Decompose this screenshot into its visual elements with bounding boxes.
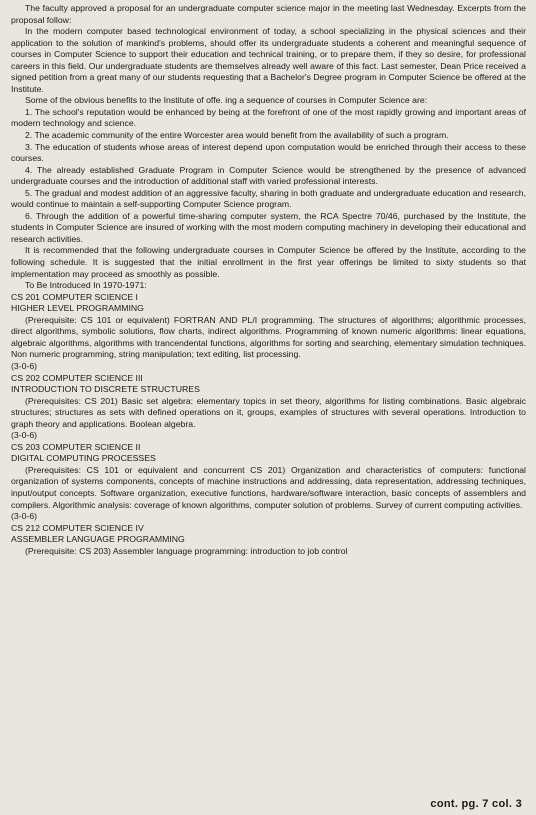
paragraph: (Prerequisites: CS 101 or equivalent and concurrent CS 201) Organization and characteristics of computers: functional organization of systems components, concepts of machine instructions and addressing, data representation, addressing techniques, input/output concepts. Software organization, executive functions, hardware/software interaction, basic concepts of assemblers and compilers. Algorithmic analysis: coverage of known algorithms, computer solution of problems. Survey of current computing activities. — [11, 464, 526, 510]
paragraph: (Prerequisites: CS 201) Basic set algebra: elementary topics in set theory, algorithms for listing combinations. Basic algebraic structures; structures as sets with defined operations on it, groups, examples of structures with several operations. Introduction to graph theory and applications. Boolean algebra. — [11, 395, 526, 429]
paragraph: 6. Through the addition of a powerful time-sharing computer system, the RCA Spectre 70/46, purchased by the Institute, the students in Computer Science are insured of working with the most modern computing machinery in developing their educational and research activities. — [11, 210, 526, 244]
paragraph: Some of the obvious benefits to the Institute of offe. ing a sequence of courses in Computer Science are: — [25, 95, 428, 106]
course-heading: CS 212 COMPUTER SCIENCE IV — [11, 522, 144, 533]
paragraph: 5. The gradual and modest addition of an aggressive faculty, sharing in both graduate and undergraduate education and research, would continue to maintain a self-supporting Computer Science program. — [11, 187, 526, 210]
paragraph: (Prerequisite: CS 101 or equivalent) FORTRAN AND PL/I programming. The structures of algorithms; algorithmic processes, direct algorithms, symbolic solutions, flow charts, indirect algorithms. Programming of known numeric algorithms: linear equations, algebraic algorithms, algorithms with trancendental functions, algorithms for sorting and searching, elementary simulation techniques. Non numeric programming, string manipulation; text editing, list processing. — [11, 314, 526, 360]
credit-hours: (3-0-6) — [11, 430, 38, 441]
paragraph: 3. The education of students whose areas of interest depend upon computation would be enriched through their access to these courses. — [11, 141, 526, 164]
course-heading: CS 201 COMPUTER SCIENCE I — [11, 291, 138, 302]
continuation-note: cont. pg. 7 col. 3 — [430, 798, 522, 811]
paragraph: The faculty approved a proposal for an undergraduate computer science major in the meeting last Wednesday. Excerpts from the proposal follow: — [11, 3, 526, 25]
credit-hours: (3-0-6) — [11, 360, 38, 371]
course-heading: ASSEMBLER LANGUAGE PROGRAMMING — [11, 534, 185, 545]
course-heading: INTRODUCTION TO DISCRETE STRUCTURES — [11, 384, 200, 395]
course-heading: CS 203 COMPUTER SCIENCE II — [11, 441, 141, 452]
course-heading: CS 202 COMPUTER SCIENCE III — [11, 372, 143, 383]
paragraph: 1. The school's reputation would be enhanced by being at the forefront of one of the most rapidly growing and important areas of modern technology and science. — [11, 106, 526, 129]
paragraph: 4. The already established Graduate Program in Computer Science would be strengthened by the presence of advanced undergraduate courses and the introduction of additional staff with varied professional interests. — [11, 164, 526, 187]
course-heading: HIGHER LEVEL PROGRAMMING — [11, 303, 144, 314]
course-heading: DIGITAL COMPUTING PROCESSES — [11, 453, 156, 464]
paragraph: (Prerequisite: CS 203) Assembler language programming: introduction to job control — [25, 545, 348, 556]
paragraph: It is recommended that the following undergraduate courses in Computer Science be offered by the Institute, according to the following schedule. It is suggested that the initial enrollment in the first year offerings be limited to sixty students so that implementation may proceed as smoothly as possible. — [11, 245, 526, 279]
paragraph: To Be Introduced In 1970-1971: — [25, 280, 147, 291]
credit-hours: (3-0-6) — [11, 511, 38, 522]
paragraph: 2. The academic community of the entire Worcester area would benefit from the availability of such a program. — [25, 130, 449, 141]
article-body — [11, 3, 526, 557]
paragraph: In the modern computer based technological environment of today, a school specializing in the physical sciences and their application to the solution of mankind's problems, should offer its undergraduate students a coherent and meaningful sequence of courses in Computer Science to support their education and technical training, or to prepare them, if they so desire, for professional careers in this field. Our undergraduate students are themselves already well aware of this fact. Last semester, Dean Price received a signed petition from a great many of our students requesting that a Bachelor's Degree program in Computer Science be offered at the Institute. — [11, 26, 526, 94]
